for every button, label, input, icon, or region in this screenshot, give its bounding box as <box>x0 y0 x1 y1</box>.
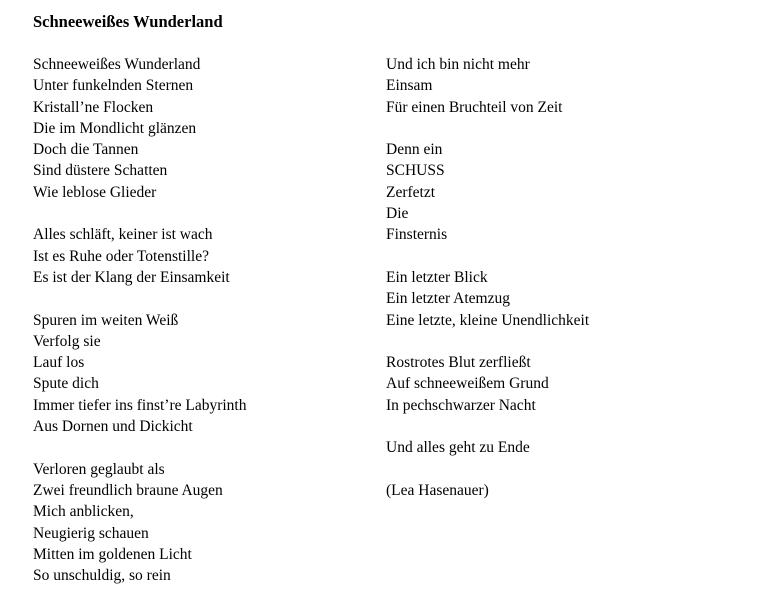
stanza <box>386 139 589 245</box>
poem-line: Auf schneeweißem Grund <box>386 375 549 393</box>
stanza <box>386 352 589 416</box>
poem-line: Eine letzte, kleine Unendlichkeit <box>386 311 590 329</box>
poem-line: Neugierig schauen <box>33 524 149 542</box>
poem-line: Die im Mondlicht glänzen <box>33 119 197 137</box>
poem-column-left <box>33 54 246 608</box>
poem-line: Wie leblose Glieder <box>33 183 157 201</box>
poem-line: Ist es Ruhe oder Totenstille? <box>33 247 209 265</box>
stanza <box>386 54 589 118</box>
stanza <box>386 437 589 458</box>
poem-line: Die <box>386 205 409 223</box>
stanza <box>33 310 246 438</box>
poem-line: Alles schläft, keiner ist wach <box>33 226 213 244</box>
stanza <box>33 224 246 288</box>
poem-line: So unschuldig, so rein <box>33 567 171 585</box>
poem-line: Verloren geglaubt als <box>33 460 165 478</box>
poem-line: Und alles geht zu Ende <box>386 439 530 457</box>
poem-line: Mich anblicken, <box>33 503 134 521</box>
poem-line: Spuren im weiten Weiß <box>33 311 179 329</box>
stanza <box>33 459 246 587</box>
poem-line: Und ich bin nicht mehr <box>386 56 530 73</box>
poem-line: Ein letzter Atemzug <box>386 290 510 308</box>
poem-line: In pechschwarzer Nacht <box>386 396 536 414</box>
poem-line: Rostrotes Blut zerfließt <box>386 354 531 372</box>
poem-line: Kristall’ne Flocken <box>33 98 154 116</box>
poem-line: Lauf los <box>33 354 85 372</box>
poem-line: Verfolg sie <box>33 332 101 350</box>
poem-line: Unter funkelnden Sternen <box>33 77 194 95</box>
author-name: (Lea Hasenauer) <box>386 481 489 499</box>
poem-line: Schneeweißes Wunderland <box>33 56 201 73</box>
poem-line: SCHUSS <box>386 162 445 180</box>
poem-line: Einsam <box>386 77 433 95</box>
poem-column-right <box>386 54 589 523</box>
poem-line: Mitten im goldenen Licht <box>33 545 192 563</box>
poem-title: Schneeweißes Wunderland <box>33 12 223 31</box>
author-attribution <box>386 480 589 501</box>
poem-line: Spute dich <box>33 375 99 393</box>
poem-line: Finsternis <box>386 226 448 244</box>
poem-line: Denn ein <box>386 141 443 159</box>
stanza <box>33 54 246 203</box>
poem-line: Sind düstere Schatten <box>33 162 168 180</box>
poem-line: Für einen Bruchteil von Zeit <box>386 98 563 116</box>
poem-line: Ein letzter Blick <box>386 268 488 286</box>
poem-line: Immer tiefer ins finst’re Labyrinth <box>33 396 247 414</box>
poem-line: Doch die Tannen <box>33 141 139 159</box>
poem-line: Aus Dornen und Dickicht <box>33 418 193 436</box>
poem-line: Zwei freundlich braune Augen <box>33 481 223 499</box>
poem-line: Es ist der Klang der Einsamkeit <box>33 268 230 286</box>
poem-line: Zerfetzt <box>386 183 436 201</box>
stanza <box>386 267 589 331</box>
